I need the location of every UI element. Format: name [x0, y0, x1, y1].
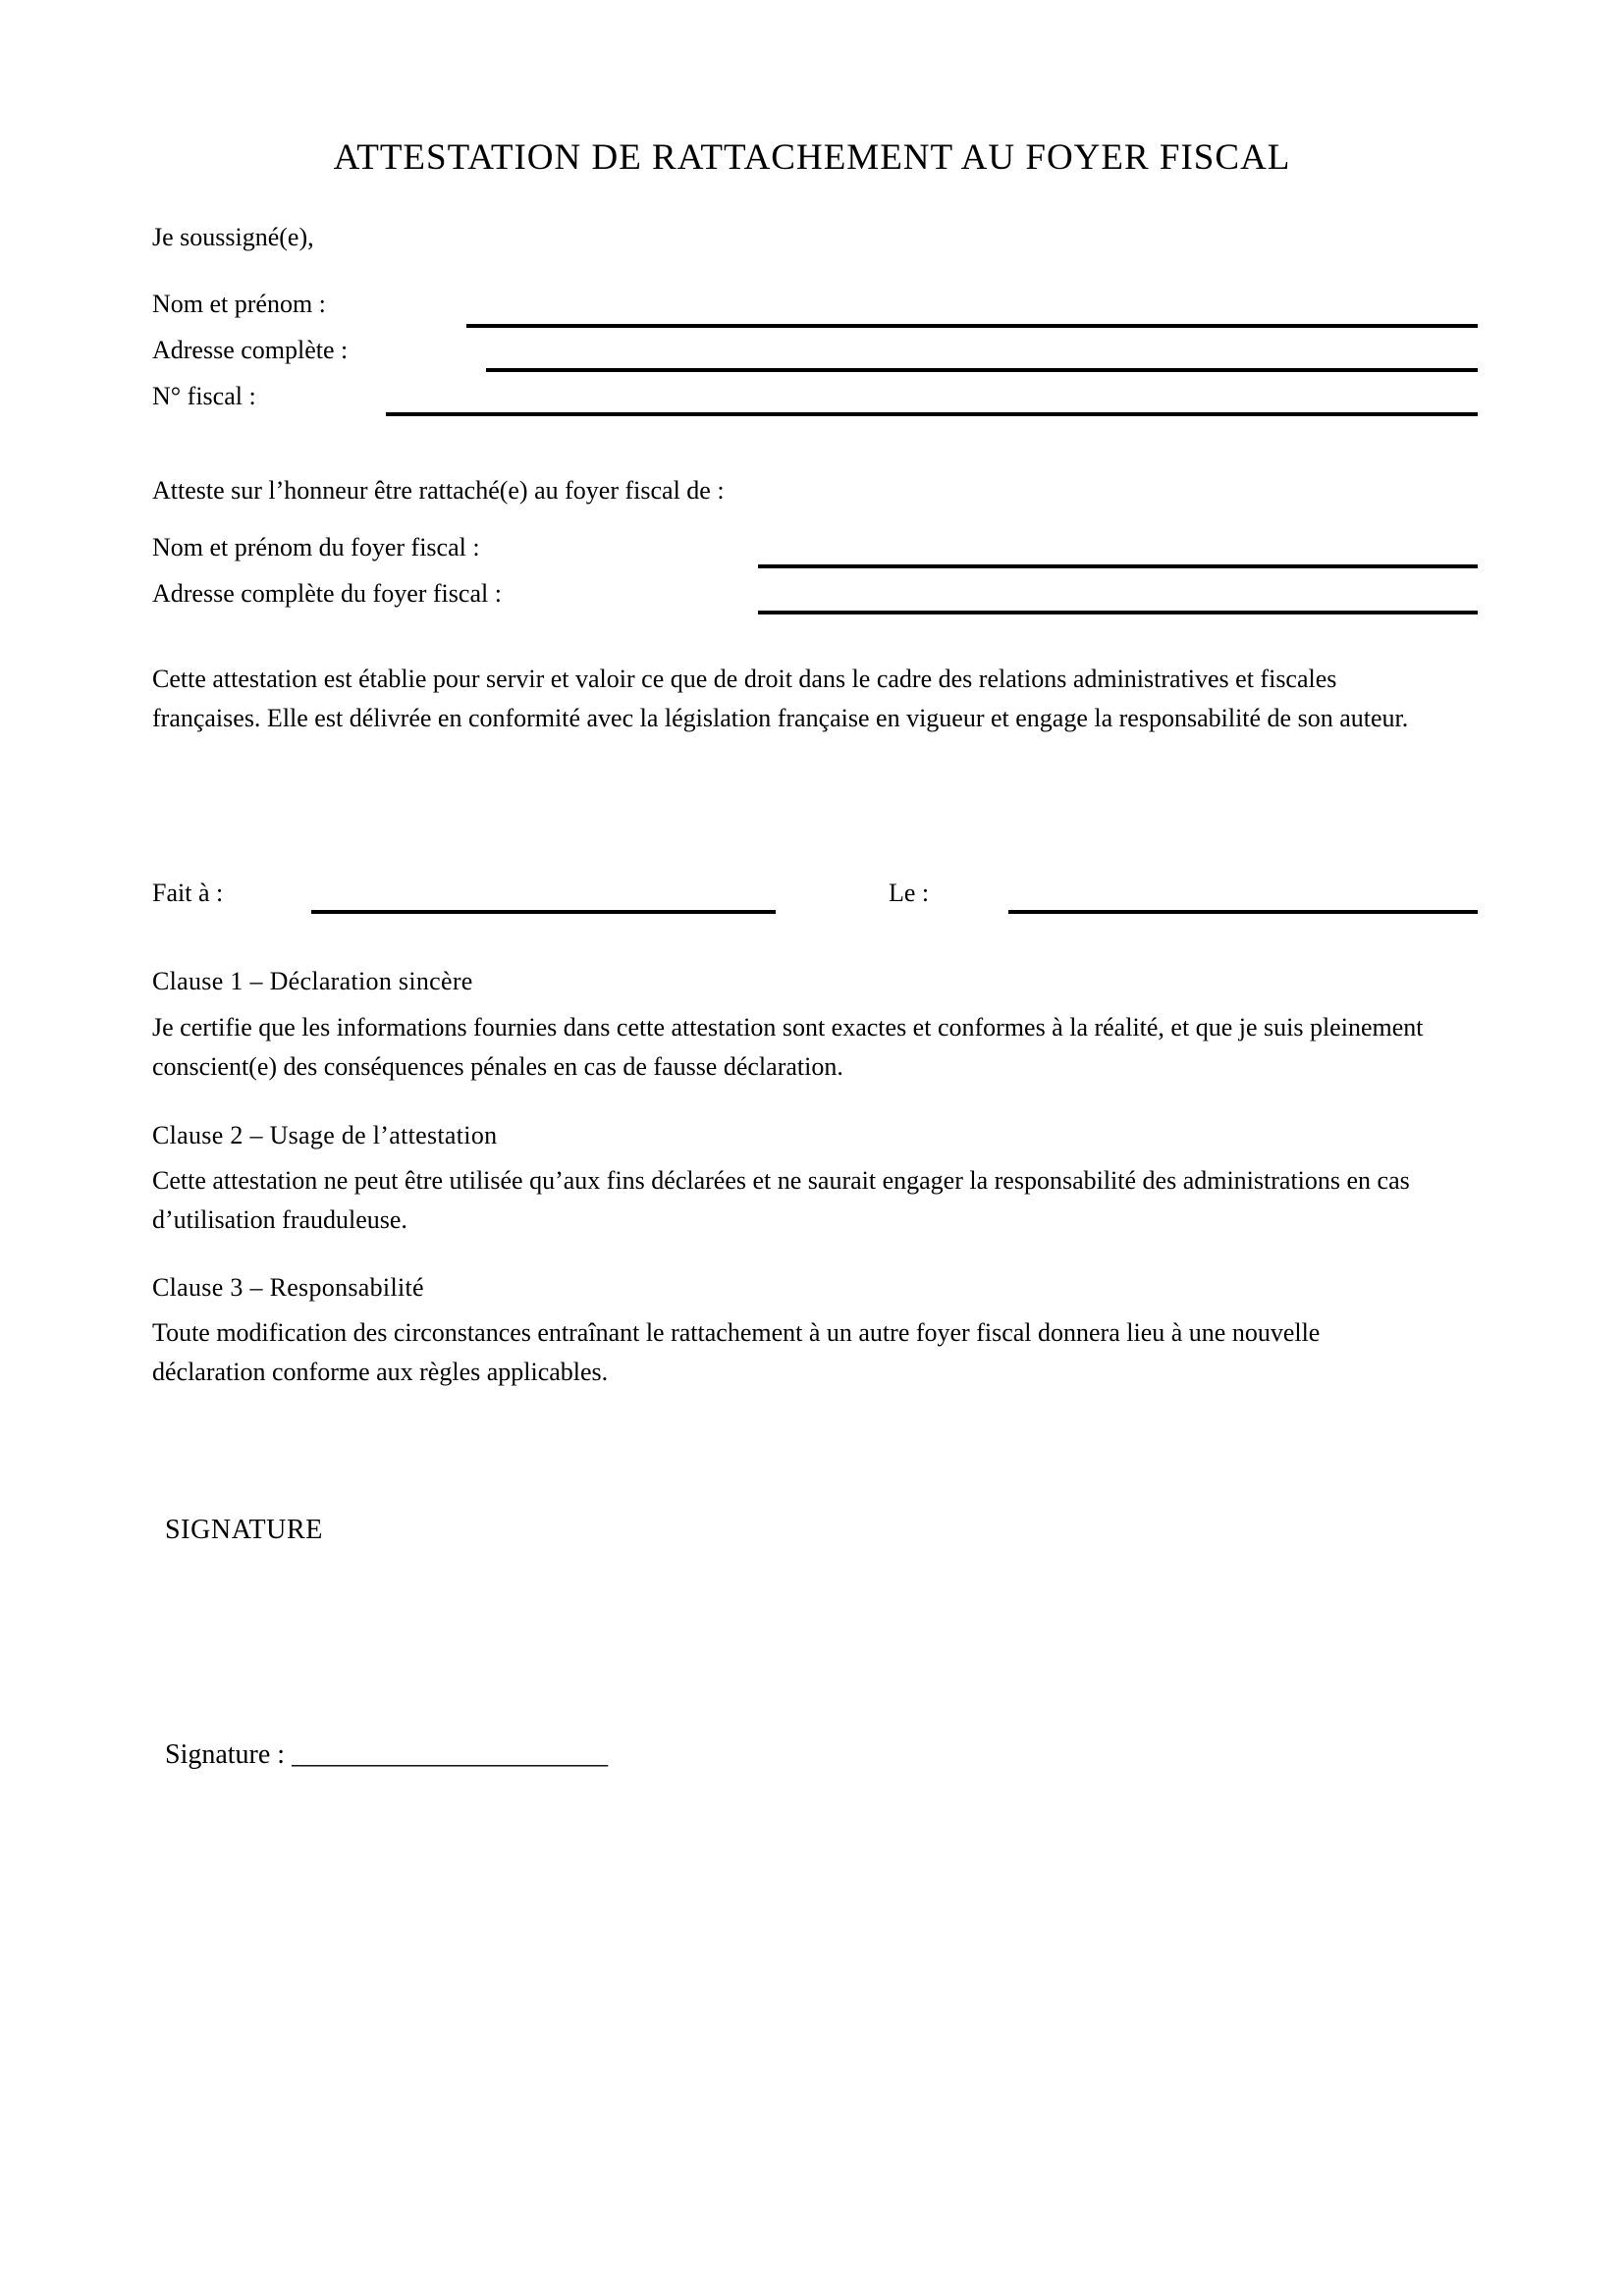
intro-text: Je soussigné(e), — [152, 223, 314, 251]
signature-input-line[interactable]: Signature : _______________________ — [165, 1739, 609, 1770]
clause-2-body: Cette attestation ne peut être utilisée qu’aux fins déclarées et ne saurait engager la responsabilité des administrations en cas d’utilisation frauduleuse. — [152, 1166, 1410, 1234]
input-line-fait-a[interactable] — [311, 910, 776, 914]
label-numero-fiscal: N° fiscal : — [152, 382, 256, 410]
input-line-adresse-complete[interactable] — [486, 368, 1478, 372]
input-line-le-date[interactable] — [1008, 910, 1478, 914]
input-line-numero-fiscal[interactable] — [386, 412, 1478, 416]
clause-1-title: Clause 1 – Déclaration sincère — [152, 967, 473, 995]
label-fait-a: Fait à : — [152, 879, 224, 907]
input-line-adresse-foyer[interactable] — [758, 611, 1478, 614]
label-nom-prenom-foyer: Nom et prénom du foyer fiscal : — [152, 533, 480, 561]
input-line-nom-prenom-foyer[interactable] — [758, 564, 1478, 568]
statement-paragraph: Cette attestation est établie pour servir et valoir ce que de droit dans le cadre des relations administratives et fiscales françaises. Elle est délivrée en conformité avec la législation française en vigueur et engage la responsabilité de son auteur. — [152, 665, 1409, 732]
clause-1-body: Je certifie que les informations fournies dans cette attestation sont exactes et conformes à la réalité, et que je suis pleinement conscient(e) des conséquences pénales en cas de fausse déclaration. — [152, 1013, 1424, 1081]
clause-3-body: Toute modification des circonstances entraînant le rattachement à un autre foyer fiscal donnera lieu à une nouvelle déclaration conforme aux règles applicables. — [152, 1318, 1321, 1386]
label-adresse-complete: Adresse complète : — [152, 336, 349, 364]
clause-2-title: Clause 2 – Usage de l’attestation — [152, 1121, 498, 1149]
attestation-lead-text: Atteste sur l’honneur être rattaché(e) au foyer fiscal de : — [152, 476, 725, 505]
page-title: ATTESTATION DE RATTACHEMENT AU FOYER FISCAL — [333, 136, 1291, 178]
label-adresse-foyer: Adresse complète du foyer fiscal : — [152, 579, 502, 608]
label-le-date: Le : — [889, 879, 930, 907]
label-nom-prenom: Nom et prénom : — [152, 290, 326, 318]
clause-3-title: Clause 3 – Responsabilité — [152, 1273, 424, 1302]
signature-heading: SIGNATURE — [165, 1515, 323, 1545]
input-line-nom-prenom[interactable] — [466, 324, 1478, 328]
